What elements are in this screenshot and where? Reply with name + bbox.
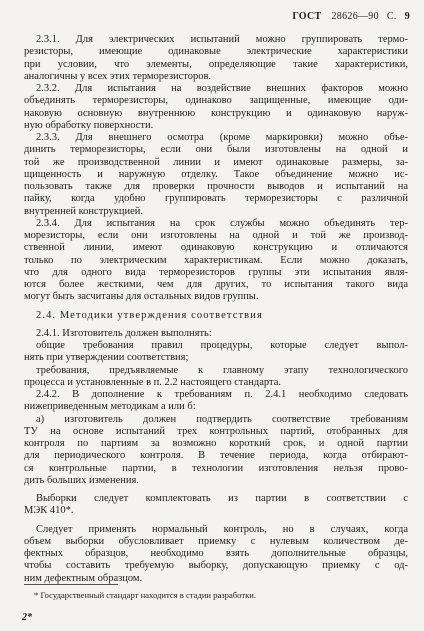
text-line: Следует применять нормальный контроль, но в случаях, когда [36,523,408,535]
header-number: 28626—90 [331,11,379,22]
text-line: общие требования правил процедуры, которые следует выпол- [36,340,408,351]
text-line: внутренней конструкцией. [24,205,144,217]
text-line: фектных образцов, необходимо взять дополнительные образцы, [24,548,408,559]
text-line: ТУ на основе испытаний трех контрольных партий, отобранных для [24,425,408,437]
text-line: ются более жесткими, чем для других, то испытания такого вида [24,279,408,290]
para-2-3-1: 2.3.1. Для электрических испытаний можно группировать термо- [36,34,408,45]
text-line: только по электрическим характеристикам. Если можно доказать, [24,254,408,266]
text-line: дить больших изменения. [24,474,139,486]
item-a: а) изготовитель должен подтвердить соответствие требованиям [36,413,408,425]
text-line: той же производственной линии и имеют одинаковые размеры, за- [24,156,408,168]
para-2-3-3: 2.3.3. Для внешнего осмотра (кроме маркировки) можно объе- [36,132,408,143]
para-2-3-4: 2.3.4. Для испытания на срок службы можно объединять тер- [36,217,408,229]
text-line: пайку, когда удобно группировать терморезисторы с различной [24,193,408,205]
text-line: могут быть засчитаны для остальных видов группы. [24,291,259,303]
text-line: морезисторы, если они изготовлены на одной и той же производ- [24,230,408,241]
text-line: для периодического контроля. В течение периода, когда отбирают- [24,450,408,462]
text-line: объединять терморезисторы, одинаково защищенные, имеющие оди- [24,95,408,107]
text-line: при условии, что элементы, определяющие такие характеристики, [24,58,408,70]
running-header [292,11,410,22]
folio-mark: 2* [22,612,32,623]
text-line: нижеприведенным методикам а или б: [24,401,196,413]
text-line: Выборки следует комплектовать из партии в соответствии с [36,493,408,504]
header-standard: ГОСТ [292,11,322,22]
text-line: нять при утверждении соответствия; [24,352,189,364]
text-line: пользовать также для проверки прочности выводов и испытаний на [24,181,408,192]
text-line: ственной линии, имеют одинаковую конструкцию и отличаются [24,242,408,254]
para-2-3-2: 2.3.2. Для испытания на воздействие внешних факторов можно [36,83,408,94]
text-line: щищенность и наружную отделку. Такое объединение можно ис- [24,168,408,180]
text-line: контроля по партиям за возможно короткий срок, и одной партии [24,438,408,449]
para-2-4-2: 2.4.2. В дополнение к требованиям п. 2.4.1 необходимо следовать [36,389,408,400]
text-line: требования, предъявляемые к главному этапу технологического [36,364,408,376]
document-body [24,34,408,585]
header-page-label: С. [386,11,397,22]
text-line: процесса и установленные в п. 2.2 настоящего стандарта. [24,376,282,388]
text-line: МЭК 410*. [24,505,74,517]
text-line: ним дефектным образцом. [24,572,143,584]
footnote-rule [24,584,118,585]
text-line: ную обработку поверхности. [24,119,154,131]
text-line: ся контрольные партии, в технологии изготовления нельзя прово- [24,462,408,474]
text-line: что для одного вида терморезисторов группы эти испытания явля- [24,266,408,278]
header-page-number: 9 [404,11,410,22]
footnote: * Государственный стандарт находится в стадии разработки. [34,590,257,600]
text-line: объем выборки обусловливает приемку с нулевым количеством де- [24,535,408,547]
text-line: чтобы составить требуемую выборку, допускающую приемку с од- [24,560,408,572]
section-heading-2-4: 2.4. Методики утверждения соответствия [36,309,263,321]
text-line: аналогичны у всех этих терморезисторов. [24,70,212,82]
text-line: динить терморезисторы, если они были изготовлены на одной и [24,144,408,156]
para-2-4-1: 2.4.1. Изготовитель должен выполнять: [36,327,212,339]
text-line: наковую основную внутреннюю конструкцию и одинаковую наруж- [24,107,408,119]
text-line: резисторы, имеющие одинаковые электрические характеристики [24,46,408,58]
